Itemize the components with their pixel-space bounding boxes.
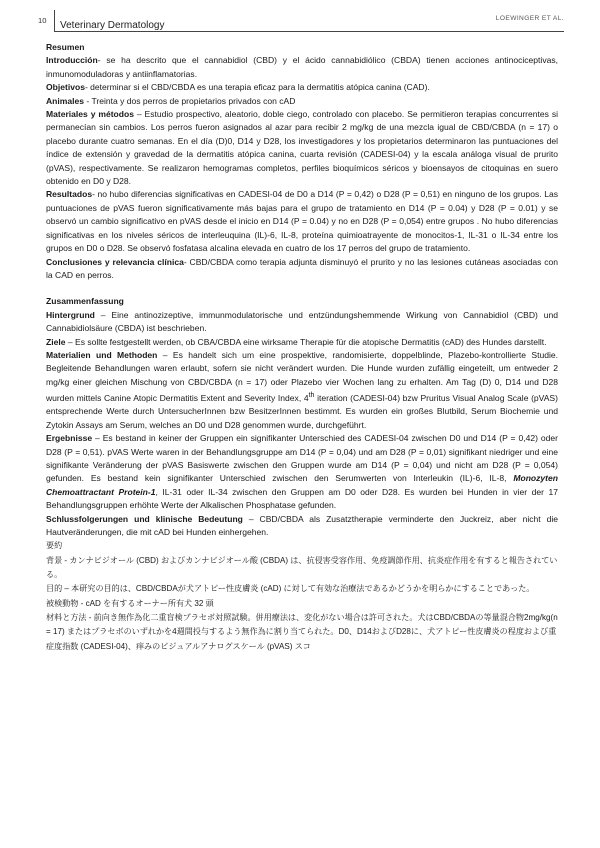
abstract-de-methods (46, 349, 558, 432)
section-label: Materialien und Methoden (46, 349, 158, 360)
running-header (38, 10, 564, 32)
section-text: – Es sollte festgestellt werden, ob CBA/CBDA eine wirksame Therapie für die atopische Dermatitis (cAD) des Hundes darstellt. (65, 336, 547, 347)
section-label: Materiales y métodos (46, 109, 134, 120)
section-text: – Eine antinozizeptive, immunmodulatorische und entzündungshemmende Wirkung von Cannabidiol (CBD) und Cannabidiolsäure (CBDA) ist beschrieben. (46, 309, 558, 334)
ordinal-suffix: th (308, 391, 315, 400)
abstract-de-conclusions (46, 513, 558, 540)
section-text: – Es bestand in keiner der Gruppen ein signifikanter Unterschied des CADESI-04 zwischen D0 und D14 (P = 0,42) oder D28 (P = 0,51). pVAS Werte waren in der Behandlungsgruppe am D14 (P = 0,04) und am D28 (P = 0,01) signifikant niedriger und eine signifikante Veränderung der pVAS Basiswerte zwischen den Gruppen wurde am D14 (P = 0,04) und nicht am D28 (P = 0,054) gefunden. Es bestand kein signifikanter Unterschied zwischen den Serumwerten von Interleukin (IL)-6, IL-8, (46, 433, 558, 484)
section-text: - determinar si el CBD/CBDA es una terapia eficaz para la dermatitis atópica canina (CAD). (84, 82, 430, 93)
journal-name: Veterinary Dermatology (60, 20, 165, 31)
section-label: Introducción (46, 55, 98, 66)
section-text: – Es handelt sich um eine prospektive, randomisierte, doppelblinde, Plazebo-kontrollierte Studie. Begleitende Behandlungen waren erlaubt, sofern sie nicht verändert wurden. Die Hunde wurden zufällig eingeteilt, um entweder 2 mg/kg einer gleichen Mischung von CBD/CBDA (n = 17) oder Plazebo vier Wochen lang zu erhalten. Am Tag (D) 0, D14 und D28 wurden mittels Canine Atopic Dermatitis Extent and Severity Index, 4 (46, 349, 558, 403)
abstract-ja-aim: 目的 – 本研究の目的は、CBD/CBDAが犬アトピー性皮膚炎 (cAD) に対して有効な治療法であるかどうかを明らかにすることであった。 (46, 584, 535, 594)
section-text: - CBD/CBDA como terapia adjunta disminuyó el prurito y no las lesiones cutáneas asociadas con la CAD en perros. (46, 256, 558, 280)
section-label: Schlussfolgerungen und klinische Bedeutung (46, 513, 243, 524)
article-body (46, 41, 558, 654)
abstract-ja-background: 背景 - カンナビジオール (CBD) およびカンナビジオール酸 (CBDA) は、抗侵害受容作用、免疫調節作用、抗炎症作用を有すると報告されている。 (46, 555, 558, 580)
section-label: Conclusiones y relevancia clínica (46, 256, 184, 267)
section-text: – CBD/CBDA als Zusatztherapie verminderte den Juckreiz, aber nicht die Hautveränderungen, die mit cAD bei Hunden einhergehen. (46, 513, 558, 538)
abstract-es-animals (46, 95, 558, 108)
section-label: Ergebnisse (46, 433, 93, 444)
abstract-es-title: Resumen (46, 42, 85, 52)
section-label: Ziele (46, 336, 66, 347)
abstract-es-results (46, 188, 558, 255)
abstract-ja-methods: 材料と方法 - 前向き無作為化二重盲検プラセボ対照試験。併用療法は、変化がない場合は許可された。犬はCBD/CBDAの等量混合物2mg/kg(n = 17) またはプラセボのいずれかを4週間投与するよう無作為に割り当てられた。D0、D14およびD28に、犬アトピー性皮膚炎の程度および重症度指数 (CADESI-04)、痒みのビジュアルアナログスケール (pVAS) スコ (46, 612, 558, 651)
abstract-es-objectives (46, 81, 558, 94)
abstract-de-results (46, 432, 558, 512)
section-gap (46, 282, 558, 295)
page-number: 10 (38, 16, 47, 25)
section-label: Resultados (46, 189, 93, 200)
abstract-de-aims (46, 336, 558, 349)
section-text: - se ha descrito que el cannabidiol (CBD) y el ácido cannabidiólico (CBDA) tienen acciones antinociceptivas, inmunomoduladoras y antiinflamatorias. (46, 55, 558, 79)
header-divider (54, 10, 55, 32)
abstract-ja-animals: 被検動物 - cAD を有するオーナー所有犬 32 頭 (46, 598, 214, 608)
abstract-de-title: Zusammenfassung (46, 296, 124, 307)
abstract-de-background (46, 309, 558, 336)
section-label: Objetivos (46, 82, 85, 93)
header-rule (54, 31, 564, 32)
running-authors: LOEWINGER ET AL. (495, 15, 564, 22)
section-text: – Estudio prospectivo, aleatorio, doble ciego, controlado con placebo. Se permitieron terapias concurrentes si permanecían sin cambios. Los perros fueron asignados al azar para recibir 2 mg/kg de una mezcla igual de CBD/CBDA (n = 17) o placebo durante cuatro semanas. En el día (D)0, D14 y D28, los investigadores y los propietarios determinaron las puntuaciones del índice de extensión y gravedad de la dermatitis atópica canina, cuarta revisión (CADESI-04) y la escala análoga visual de prurito (pVAS), respectivamente. Se realizaron hemogramas completos, perfiles bioquímicos séricos y bioensayos de citoquinas en suero obtenido en D0 y D28. (46, 109, 558, 187)
abstract-es-intro (46, 54, 558, 81)
section-label: Animales (46, 95, 85, 106)
section-text: , IL-31 oder IL-34 zwischen den Gruppen am D0 oder D28. Es wurden bei Hunden in vier der 17 Behandlungsgruppen erhöhte Werte der Alkalischen Phosphatase gefunden. (46, 486, 558, 511)
section-text: - no hubo diferencias significativas en CADESI-04 de D0 a D14 (P = 0,42) o D28 (P = 0,51) en ninguno de los grupos. Las puntuaciones de pVAS fueron significativamente más bajas para el grupo de tratamiento en D14 (P = 0.04) y D28 (P = 0.01) y se observó un cambio significativo en pVAS desde el inicio en D14 (P = 0.04) y no en D28 (P = 0,054) entre grupos . No hubo diferencias significativas en los niveles séricos de interleuquina (IL)-6, IL-8, proteína quimioatrayente de monocitos-1, IL-31 o IL-34 entre los grupos en D0 o D28. Se observó fosfatasa alcalina elevada en cuatro de los 17 perros del grupo de tratamiento. (46, 189, 558, 254)
abstract-ja (46, 539, 558, 653)
emphasized-term: Monozyten Chemoattractant Protein-1 (46, 473, 558, 497)
section-text: - Treinta y dos perros de propietarios privados con cAD (84, 95, 296, 106)
abstract-es-methods (46, 108, 558, 188)
section-text: iteration (CADESI-04) bzw Pruritus Visual Analog Scale (pVAS) entsprechende Werte durch UntersucherInnen bzw BesitzerInnen bestimmt. Es wurden ein großes Blutbild, Serum Biochemie und Zytokin Assays am Serum, welches an D0 und D28 genommen wurde, durchgeführt. (46, 393, 558, 430)
abstract-es-conclusions (46, 256, 558, 283)
abstract-ja-title: 要約 (46, 541, 63, 551)
section-label: Hintergrund (46, 309, 95, 320)
